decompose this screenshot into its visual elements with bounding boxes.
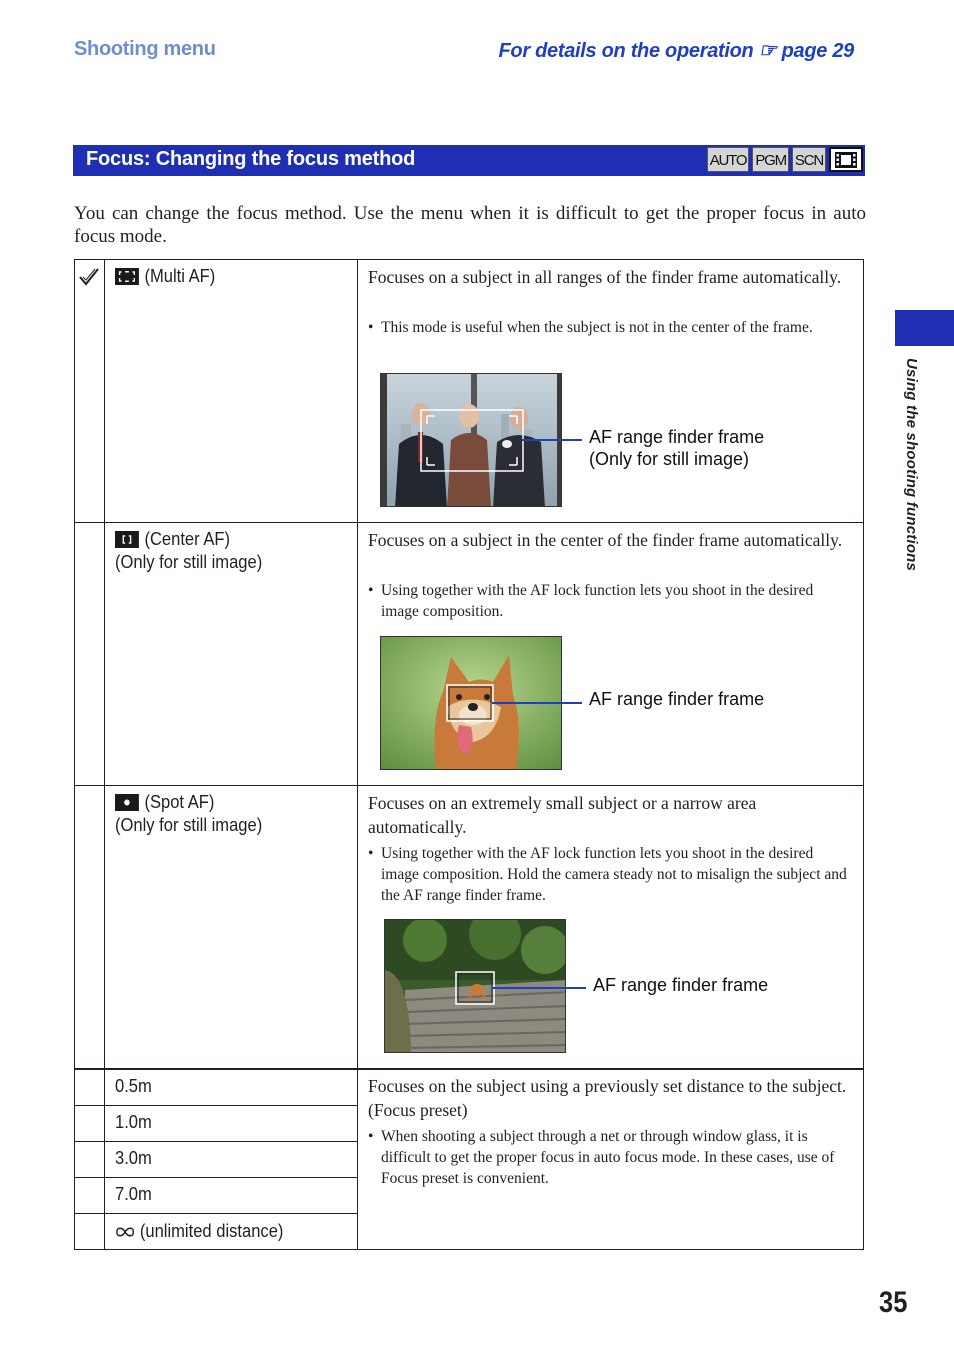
infinity-icon	[115, 1226, 135, 1238]
af-frame-callout: AF range finder frame (Only for still image)	[589, 427, 765, 469]
option-description: Focuses on a subject in all ranges of the finder frame automatically.	[368, 267, 842, 287]
option-note: • This mode is useful when the subject is not in the center of the frame.	[368, 319, 813, 336]
table-divider	[104, 259, 105, 1250]
section-title: Shooting menu	[74, 38, 216, 60]
section-heading: Focus: Changing the focus method	[86, 148, 416, 170]
option-center-af	[115, 528, 262, 574]
option-label: (Center AF)	[144, 529, 231, 549]
preset-distance-0-5m: 0.5m	[115, 1076, 152, 1096]
option-note: • Using together with the AF lock function lets you shoot in the desired image composition. Hold the camera steady not to misalign the subject and the AF range finder frame.	[368, 845, 847, 904]
table-divider	[74, 1068, 864, 1070]
option-sub-label: (Only for still image)	[115, 552, 263, 572]
table-divider	[74, 785, 864, 786]
preset-distance-3-0m: 3.0m	[115, 1148, 152, 1168]
spot-af-example-photo	[384, 919, 566, 1053]
mode-scn-badge: SCN	[792, 147, 826, 172]
movie-mode-icon	[829, 147, 863, 172]
multi-af-icon	[115, 268, 139, 285]
table-divider	[74, 1177, 358, 1178]
spot-af-icon	[115, 794, 139, 811]
af-frame-callout: AF range finder frame	[593, 975, 769, 995]
option-note: • Using together with the AF lock function lets you shoot in the desired image composition.	[368, 582, 814, 620]
option-spot-af	[115, 791, 262, 837]
option-sub-label: (Only for still image)	[115, 815, 263, 835]
callout-leader-line	[492, 702, 582, 704]
table-divider	[357, 259, 358, 1250]
center-af-icon	[115, 531, 139, 548]
section-title-bar	[73, 145, 865, 176]
page-reference-link[interactable]: For details on the operation ☞ page 29	[498, 40, 854, 62]
callout-leader-line	[492, 987, 586, 989]
option-description: Focuses on an extremely small subject or a narrow area automatically.	[368, 793, 757, 837]
preset-note: • When shooting a subject through a net or through window glass, it is difficult to get the proper focus in auto focus mode. In these cases, use of Focus preset is convenient.	[368, 1128, 835, 1187]
table-divider	[74, 1105, 358, 1106]
default-check-icon	[78, 266, 100, 288]
mode-auto-badge: AUTO	[707, 147, 750, 172]
table-divider	[74, 1213, 358, 1214]
preset-distance-7-0m: 7.0m	[115, 1184, 152, 1204]
preset-distance-unlimited: (unlimited distance)	[115, 1220, 283, 1243]
callout-leader-line	[522, 439, 582, 441]
page-number: 35	[878, 1286, 907, 1319]
preset-description: Focuses on the subject using a previously set distance to the subject. (Focus preset)	[368, 1076, 847, 1120]
option-description: Focuses on a subject in the center of the finder frame automatically.	[368, 530, 843, 550]
table-divider	[74, 1141, 358, 1142]
option-label: (Multi AF)	[144, 266, 216, 286]
af-frame-callout: AF range finder frame	[589, 689, 765, 709]
intro-paragraph: You can change the focus method. Use the menu when it is difficult to get the proper focus in auto focus mode.	[74, 203, 866, 247]
mode-indicators	[707, 147, 863, 172]
preset-distance-1-0m: 1.0m	[115, 1112, 152, 1132]
option-multi-af	[115, 265, 215, 288]
option-label: (Spot AF)	[144, 792, 215, 812]
chapter-label: Using the shooting functions	[903, 358, 920, 572]
table-divider	[74, 522, 864, 523]
mode-pgm-badge: PGM	[752, 147, 789, 172]
chapter-tab	[895, 310, 954, 346]
